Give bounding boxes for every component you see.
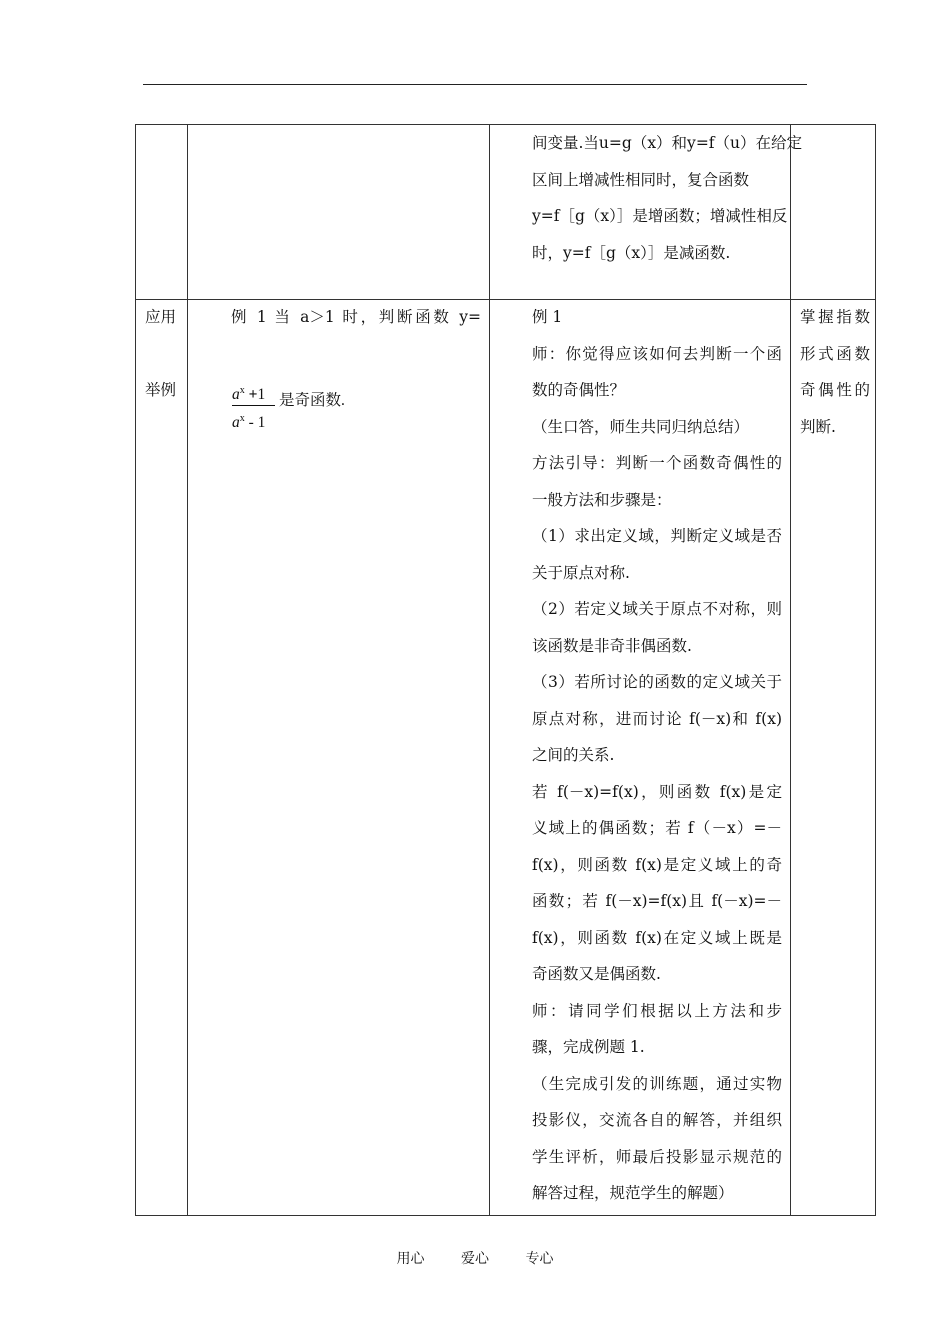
header-rule	[143, 84, 807, 85]
text-line: 形式函数	[800, 344, 870, 363]
text-line: 关于原点对称.	[532, 563, 630, 582]
example-problem	[231, 299, 481, 336]
fraction-numerator: $a^x +1$	[232, 385, 266, 403]
text-line: 投影仪，交流各自的解答，并组织	[532, 1111, 782, 1129]
text-line: （1）求出定义域，判断定义域是否	[532, 527, 782, 545]
text-line: 数的奇偶性？	[532, 381, 626, 399]
text-line: 师：请同学们根据以上方法和步	[532, 1001, 782, 1020]
footer-item: 专心	[525, 1251, 554, 1267]
text-line: 师：你觉得应该如何去判断一个函	[532, 344, 782, 363]
text-line: 学生评析，师最后投影显示规范的	[532, 1147, 782, 1166]
fraction-bar	[232, 405, 275, 406]
text-line: 若 f(－x)=f(x)，则函数 f(x)是定	[532, 782, 782, 801]
text-line: 奇函数又是偶函数.	[532, 965, 661, 983]
text-line: （生完成引发的训练题，通过实物	[532, 1074, 782, 1093]
footer-item: 用心	[396, 1251, 425, 1267]
row-label-line: 应用	[145, 308, 177, 326]
footer-item: 爱心	[461, 1251, 489, 1267]
text-line: （3）若所讨论的函数的定义域关于	[532, 673, 782, 691]
row-label-line: 举例	[145, 380, 177, 399]
col-divider-3	[790, 125, 791, 1215]
text-line: 判断.	[800, 417, 836, 436]
col-divider-1	[187, 125, 188, 1215]
lesson-table	[135, 124, 876, 1216]
text-line: 该函数是非奇非偶函数.	[532, 636, 692, 655]
text-line: 原点对称，进而讨论 f(－x)和 f(x)	[532, 709, 782, 728]
text-line: f(x)，则函数 f(x)在定义域上既是	[532, 928, 782, 947]
text-line: 方法引导：判断一个函数奇偶性的	[532, 454, 782, 472]
text-line: （生口答，师生共同归纳总结）	[532, 417, 750, 436]
text-line: y=f［g（x）］是增函数；增减性相反	[532, 207, 788, 225]
text-line: 奇偶性的	[800, 381, 870, 399]
text-line: 解答过程，规范学生的解题）	[532, 1184, 734, 1202]
text-line: 一般方法和步骤是：	[532, 490, 672, 509]
teacher-activity	[532, 299, 782, 1212]
row-label	[145, 299, 185, 408]
text-line: 骤，完成例题 1.	[532, 1038, 645, 1056]
text-line: 区间上增减性相同时，复合函数	[532, 170, 750, 189]
example-intro: 例 1 当 a＞1 时，判断函数 y=	[231, 308, 481, 326]
text-line: 之间的关系.	[532, 746, 615, 764]
text-line: 函数；若 f(－x)=f(x)且 f(－x)=－	[532, 892, 782, 910]
text-line: （2）若定义域关于原点不对称，则	[532, 600, 782, 618]
text-line: 掌握指数	[800, 308, 870, 326]
text-line: 例 1	[532, 308, 563, 326]
page-footer	[0, 1248, 950, 1268]
example-suffix: 是奇函数.	[279, 392, 345, 409]
learning-goal	[800, 299, 870, 445]
text-line: 义域上的偶函数；若 f（－x）=－	[532, 819, 782, 837]
text-line: 间变量.当u=g（x）和y=f（u）在给定	[532, 134, 803, 152]
text-line: f(x)，则函数 f(x)是定义域上的奇	[532, 855, 782, 874]
top-row-method-text	[532, 125, 803, 271]
text-line: 时，y=f［g（x）］是减函数.	[532, 243, 731, 262]
fraction-denominator: $a^x - 1$	[232, 413, 266, 431]
col-divider-2	[489, 125, 490, 1215]
